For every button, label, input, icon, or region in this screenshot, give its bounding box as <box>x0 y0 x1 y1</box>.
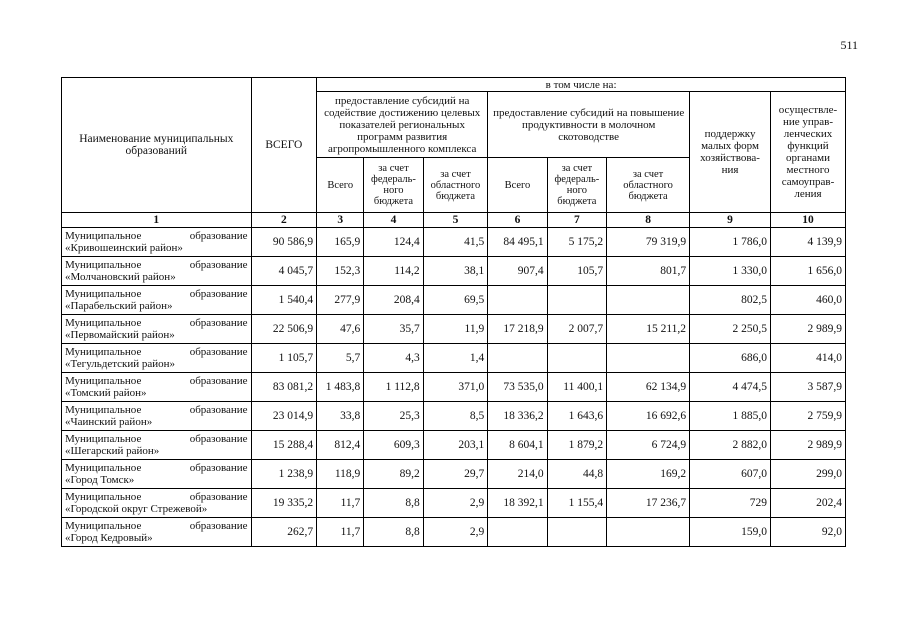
municipality-name <box>62 286 252 315</box>
value-cell: 2,9 <box>423 518 488 547</box>
municipality-type: Муниципальное <box>65 230 142 242</box>
value-cell: 18 336,2 <box>488 402 547 431</box>
value-cell: 11,7 <box>317 489 364 518</box>
value-cell: 1 330,0 <box>690 257 771 286</box>
municipality-name <box>62 257 252 286</box>
value-cell <box>547 344 606 373</box>
column-number: 1 <box>62 213 252 228</box>
value-cell: 202,4 <box>771 489 846 518</box>
municipality-name <box>62 315 252 344</box>
value-cell: 2 989,9 <box>771 315 846 344</box>
municipality-type-word: образование <box>189 259 248 271</box>
municipality-name <box>62 228 252 257</box>
municipality-type-word: образование <box>189 230 248 242</box>
header-name-column: Наименование муниципальных образований <box>62 78 252 213</box>
municipality-type: Муниципальное <box>65 433 142 445</box>
value-cell: 15 211,2 <box>607 315 690 344</box>
value-cell: 152,3 <box>317 257 364 286</box>
municipality-type: Муниципальное <box>65 259 142 271</box>
value-cell: 23 014,9 <box>251 402 317 431</box>
municipality-title: «Кривошеинский район» <box>65 242 183 254</box>
column-number: 5 <box>423 213 488 228</box>
value-cell: 1 105,7 <box>251 344 317 373</box>
value-cell: 1 112,8 <box>364 373 423 402</box>
header-g1-regional: за счет областного бюджета <box>423 158 488 213</box>
header-g1-federal: за счет федераль-ного бюджета <box>364 158 423 213</box>
value-cell: 105,7 <box>547 257 606 286</box>
column-number: 7 <box>547 213 606 228</box>
column-number: 9 <box>690 213 771 228</box>
value-cell: 414,0 <box>771 344 846 373</box>
value-cell: 92,0 <box>771 518 846 547</box>
value-cell: 17 218,9 <box>488 315 547 344</box>
value-cell: 47,6 <box>317 315 364 344</box>
column-number: 8 <box>607 213 690 228</box>
value-cell <box>607 518 690 547</box>
value-cell: 203,1 <box>423 431 488 460</box>
municipality-title: «Молчановский район» <box>65 271 176 283</box>
value-cell: 1 879,2 <box>547 431 606 460</box>
value-cell: 169,2 <box>607 460 690 489</box>
column-number: 2 <box>251 213 317 228</box>
value-cell: 118,9 <box>317 460 364 489</box>
municipality-title: «Тегульдетский район» <box>65 358 176 370</box>
table-row <box>62 315 846 344</box>
value-cell: 8,5 <box>423 402 488 431</box>
subsidy-table <box>61 77 846 547</box>
value-cell: 812,4 <box>317 431 364 460</box>
municipality-name <box>62 489 252 518</box>
table-row <box>62 431 846 460</box>
value-cell: 1 643,6 <box>547 402 606 431</box>
value-cell: 907,4 <box>488 257 547 286</box>
value-cell: 16 692,6 <box>607 402 690 431</box>
value-cell: 609,3 <box>364 431 423 460</box>
value-cell: 8,8 <box>364 489 423 518</box>
value-cell: 25,3 <box>364 402 423 431</box>
value-cell: 4 139,9 <box>771 228 846 257</box>
municipality-type-word: образование <box>189 520 248 532</box>
value-cell: 18 392,1 <box>488 489 547 518</box>
value-cell: 79 319,9 <box>607 228 690 257</box>
table-row <box>62 518 846 547</box>
column-number: 10 <box>771 213 846 228</box>
value-cell <box>607 344 690 373</box>
value-cell: 802,5 <box>690 286 771 315</box>
municipality-name <box>62 344 252 373</box>
value-cell: 607,0 <box>690 460 771 489</box>
column-number: 4 <box>364 213 423 228</box>
value-cell: 686,0 <box>690 344 771 373</box>
table-row <box>62 460 846 489</box>
value-cell: 1 238,9 <box>251 460 317 489</box>
value-cell: 1 155,4 <box>547 489 606 518</box>
value-cell: 11,9 <box>423 315 488 344</box>
municipality-type-word: образование <box>189 375 248 387</box>
municipality-name <box>62 431 252 460</box>
municipality-type-word: образование <box>189 404 248 416</box>
value-cell: 73 535,0 <box>488 373 547 402</box>
municipality-type: Муниципальное <box>65 317 142 329</box>
header-g1-total: Всего <box>317 158 364 213</box>
value-cell: 33,8 <box>317 402 364 431</box>
municipality-type: Муниципальное <box>65 491 142 503</box>
value-cell: 3 587,9 <box>771 373 846 402</box>
table-row <box>62 489 846 518</box>
page-number: 511 <box>840 38 858 52</box>
value-cell: 4 474,5 <box>690 373 771 402</box>
value-cell: 2 882,0 <box>690 431 771 460</box>
value-cell: 4 045,7 <box>251 257 317 286</box>
value-cell: 299,0 <box>771 460 846 489</box>
table-body <box>62 228 846 547</box>
municipality-title: «Чаинский район» <box>65 416 153 428</box>
value-cell: 29,7 <box>423 460 488 489</box>
value-cell: 2 989,9 <box>771 431 846 460</box>
value-cell: 2 250,5 <box>690 315 771 344</box>
value-cell: 262,7 <box>251 518 317 547</box>
municipality-type-word: образование <box>189 346 248 358</box>
value-cell: 208,4 <box>364 286 423 315</box>
value-cell: 89,2 <box>364 460 423 489</box>
value-cell <box>488 518 547 547</box>
value-cell: 11,7 <box>317 518 364 547</box>
value-cell: 83 081,2 <box>251 373 317 402</box>
municipality-type-word: образование <box>189 317 248 329</box>
value-cell: 159,0 <box>690 518 771 547</box>
value-cell: 214,0 <box>488 460 547 489</box>
municipality-title: «Парабельский район» <box>65 300 173 312</box>
value-cell: 8 604,1 <box>488 431 547 460</box>
value-cell: 460,0 <box>771 286 846 315</box>
table-row <box>62 228 846 257</box>
value-cell: 4,3 <box>364 344 423 373</box>
value-cell: 2 007,7 <box>547 315 606 344</box>
value-cell: 371,0 <box>423 373 488 402</box>
value-cell: 801,7 <box>607 257 690 286</box>
municipality-title: «Городской округ Стрежевой» <box>65 503 208 515</box>
header-group-dairy-subsidies: предоставление субсидий на повышение продуктивности в молочном скотоводстве <box>488 92 690 158</box>
value-cell: 35,7 <box>364 315 423 344</box>
municipality-name <box>62 402 252 431</box>
municipality-title: «Город Томск» <box>65 474 135 486</box>
value-cell: 1 483,8 <box>317 373 364 402</box>
header-g2-regional: за счет областного бюджета <box>607 158 690 213</box>
table-row <box>62 286 846 315</box>
table-row <box>62 402 846 431</box>
table-row <box>62 373 846 402</box>
municipality-type: Муниципальное <box>65 404 142 416</box>
value-cell: 5,7 <box>317 344 364 373</box>
municipality-title: «Томский район» <box>65 387 147 399</box>
municipality-name <box>62 460 252 489</box>
municipality-title: «Город Кедровый» <box>65 532 153 544</box>
header-including: в том числе на: <box>317 78 846 92</box>
value-cell: 1 540,4 <box>251 286 317 315</box>
municipality-title: «Первомайский район» <box>65 329 175 341</box>
value-cell <box>488 286 547 315</box>
value-cell <box>607 286 690 315</box>
value-cell: 22 506,9 <box>251 315 317 344</box>
column-number: 6 <box>488 213 547 228</box>
value-cell: 11 400,1 <box>547 373 606 402</box>
value-cell: 165,9 <box>317 228 364 257</box>
value-cell: 1 885,0 <box>690 402 771 431</box>
header-small-business-support: поддержку малых форм хозяйствова-ния <box>690 92 771 213</box>
value-cell: 729 <box>690 489 771 518</box>
municipality-type: Муниципальное <box>65 462 142 474</box>
table-row <box>62 344 846 373</box>
municipality-type: Муниципальное <box>65 346 142 358</box>
value-cell: 62 134,9 <box>607 373 690 402</box>
value-cell: 90 586,9 <box>251 228 317 257</box>
value-cell: 2 759,9 <box>771 402 846 431</box>
value-cell: 2,9 <box>423 489 488 518</box>
value-cell: 114,2 <box>364 257 423 286</box>
municipality-name <box>62 373 252 402</box>
municipality-title: «Шегарский район» <box>65 445 160 457</box>
value-cell: 124,4 <box>364 228 423 257</box>
value-cell: 277,9 <box>317 286 364 315</box>
column-number-row <box>62 213 846 228</box>
value-cell: 1 786,0 <box>690 228 771 257</box>
column-number: 3 <box>317 213 364 228</box>
value-cell: 44,8 <box>547 460 606 489</box>
value-cell: 84 495,1 <box>488 228 547 257</box>
municipality-name <box>62 518 252 547</box>
municipality-type: Муниципальное <box>65 375 142 387</box>
header-group-agro-subsidies: предоставление субсидий на содействие достижению целевых показателей региональных программ развития агропромышленного комплекса <box>317 92 488 158</box>
municipality-type: Муниципальное <box>65 520 142 532</box>
value-cell: 8,8 <box>364 518 423 547</box>
value-cell: 1 656,0 <box>771 257 846 286</box>
value-cell: 17 236,7 <box>607 489 690 518</box>
value-cell: 15 288,4 <box>251 431 317 460</box>
header-g2-federal: за счет федераль-ного бюджета <box>547 158 606 213</box>
municipality-type-word: образование <box>189 462 248 474</box>
header-g2-total: Всего <box>488 158 547 213</box>
municipality-type: Муниципальное <box>65 288 142 300</box>
municipality-type-word: образование <box>189 491 248 503</box>
value-cell: 5 175,2 <box>547 228 606 257</box>
value-cell: 1,4 <box>423 344 488 373</box>
header-local-government-functions: осуществле-ние управ-ленческих функций органами местного самоуправ-ления <box>771 92 846 213</box>
value-cell <box>488 344 547 373</box>
header-total-column: ВСЕГО <box>251 78 317 213</box>
value-cell: 19 335,2 <box>251 489 317 518</box>
value-cell: 6 724,9 <box>607 431 690 460</box>
value-cell: 41,5 <box>423 228 488 257</box>
municipality-type-word: образование <box>189 433 248 445</box>
value-cell: 38,1 <box>423 257 488 286</box>
municipality-type-word: образование <box>189 288 248 300</box>
value-cell: 69,5 <box>423 286 488 315</box>
value-cell <box>547 518 606 547</box>
value-cell <box>547 286 606 315</box>
table-row <box>62 257 846 286</box>
